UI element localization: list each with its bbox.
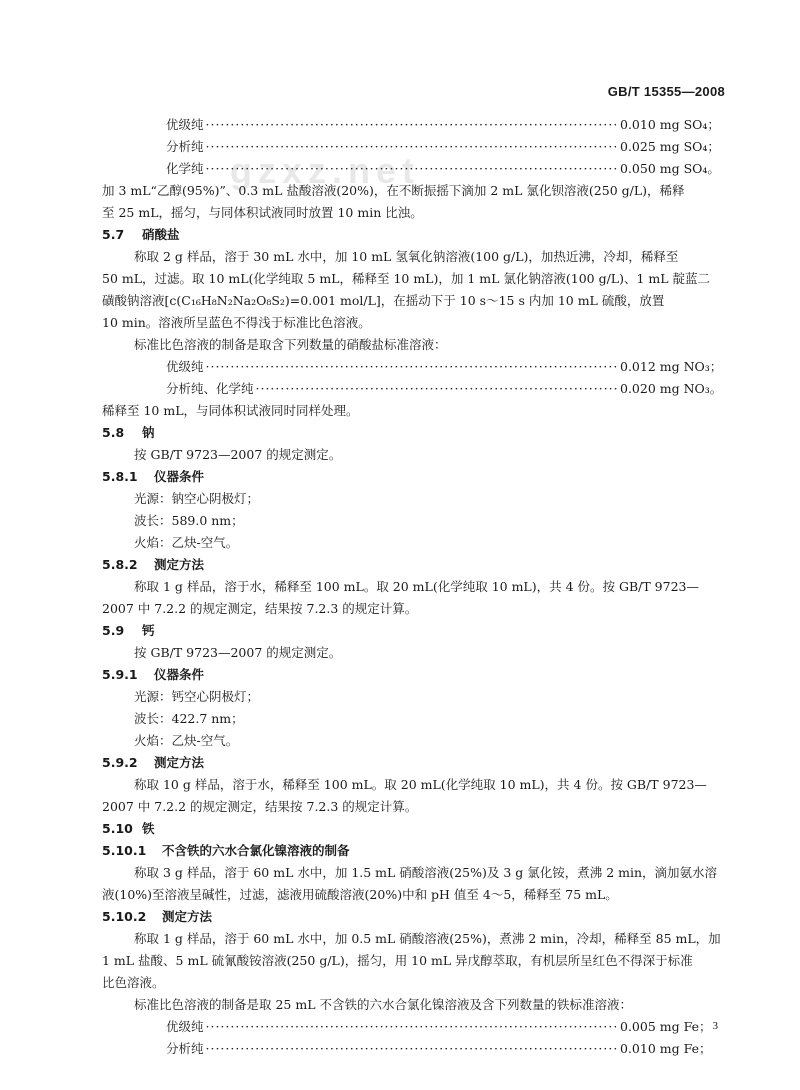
section-heading: 5.8 钠 (102, 425, 155, 440)
paragraph-line: 磺酸钠溶液[c(C₁₆H₈N₂Na₂O₈S₂)=0.001 mol/L]，在摇动下于 10 s～15 s 内加 10 mL 硫酸，放置 (102, 293, 665, 308)
condition-line: 火焰：乙炔-空气。 (134, 733, 239, 748)
paragraph-line: 1 mL 盐酸、5 mL 硫氰酸铵溶液(250 g/L)，摇匀，用 10 mL 异戊醇萃取，有机层所呈红色不得深于标准 (102, 953, 693, 968)
paragraph-line: 称取 1 g 样品，溶于水，稀释至 100 mL。取 20 mL(化学纯取 10 mL)，共 4 份。按 GB/T 9723— (134, 579, 699, 594)
paragraph-line: 液(10%)至溶液呈碱性，过滤，滤液用硫酸溶液(20%)中和 pH 值至 4～5，稀释至 75 mL。 (102, 887, 618, 902)
condition-line: 火焰：乙炔-空气。 (134, 535, 239, 550)
subsection-heading: 5.9.2 测定方法 (102, 755, 205, 770)
grade-row: 分析纯、化学纯 ····· 0.020 mg NO₃。 (102, 378, 730, 400)
condition-line: 光源：钠空心阴极灯； (134, 491, 260, 506)
paragraph-line: 10 min。溶液所呈蓝色不得浅于标准比色溶液。 (102, 315, 371, 330)
paragraph-line: 称取 10 g 样品，溶于水，稀释至 100 mL。取 20 mL(化学纯取 10 mL)，共 4 份。按 GB/T 9723— (134, 777, 707, 792)
condition-line: 波长：422.7 nm； (134, 711, 244, 726)
paragraph-line: 称取 3 g 样品，溶于 60 mL 水中，加 1.5 mL 硝酸溶液(25%)及 3 g 氯化铵，煮沸 2 min，滴加氨水溶 (134, 865, 718, 880)
watermark: gzxz.net (230, 150, 421, 191)
paragraph-line: 标准比色溶液的制备是取含下列数量的硝酸盐标准溶液： (134, 337, 447, 352)
subsection-heading: 5.10.2 测定方法 (102, 909, 213, 924)
standard-code: GB/T 15355—2008 (607, 84, 725, 99)
grade-row: 分析纯 ····· 0.025 mg SO₄； (102, 136, 730, 158)
paragraph-line: 至 25 mL，摇匀，与同体积试液同时放置 10 min 比浊。 (102, 205, 423, 220)
subsection-heading: 5.8.1 仪器条件 (102, 469, 205, 484)
page-number: 3 (712, 1020, 718, 1032)
paragraph-line: 50 mL，过滤。取 10 mL(化学纯取 5 mL，稀释至 10 mL)，加 1 mL 氯化钠溶液(100 g/L)、1 mL 靛蓝二 (102, 271, 711, 286)
section-heading: 5.10 铁 (102, 821, 155, 836)
paragraph-line: 按 GB/T 9723—2007 的规定测定。 (134, 645, 342, 660)
section-heading: 5.9 钙 (102, 623, 155, 638)
grade-row: 优级纯 ····· 0.010 mg SO₄； (102, 114, 730, 136)
grade-row: 优级纯 ····· 0.012 mg NO₃； (102, 356, 730, 378)
subsection-heading: 5.8.2 测定方法 (102, 557, 205, 572)
condition-line: 光源：钙空心阴极灯； (134, 689, 260, 704)
paragraph-line: 比色溶液。 (102, 975, 165, 990)
paragraph-line: 称取 2 g 样品，溶于 30 mL 水中，加 10 mL 氢氧化钠溶液(100 g/L)，加热近沸，冷却，稀释至 (134, 249, 679, 264)
subsection-heading: 5.10.1 不含铁的六水合氯化镍溶液的制备 (102, 843, 350, 858)
subsection-heading: 5.9.1 仪器条件 (102, 667, 205, 682)
grade-row: 优级纯 ····· 0.005 mg Fe； (102, 1016, 730, 1038)
paragraph-line: 标准比色溶液的制备是取 25 mL 不含铁的六水合氯化镍溶液及含下列数量的铁标准溶液： (134, 997, 632, 1012)
paragraph-line: 按 GB/T 9723—2007 的规定测定。 (134, 447, 342, 462)
paragraph-line: 稀释至 10 mL，与同体积试液同时同样处理。 (102, 403, 359, 418)
paragraph-line: 2007 中 7.2.2 的规定测定，结果按 7.2.3 的规定计算。 (102, 601, 418, 616)
grade-row: 化学纯 ····· 0.050 mg SO₄。 (102, 158, 730, 180)
paragraph-line: 称取 1 g 样品，溶于 60 mL 水中，加 0.5 mL 硝酸溶液(25%)，煮沸 2 min，冷却，稀释至 85 mL，加 (134, 931, 721, 946)
section-heading: 5.7 硝酸盐 (102, 227, 180, 242)
document-body (102, 114, 730, 1060)
paragraph-line: 2007 中 7.2.2 的规定测定，结果按 7.2.3 的规定计算。 (102, 799, 418, 814)
paragraph-line: 加 3 mL“乙醇(95%)”、0.3 mL 盐酸溶液(20%)，在不断振摇下滴加 2 mL 氯化钡溶液(250 g/L)，稀释 (102, 183, 685, 198)
condition-line: 波长：589.0 nm； (134, 513, 244, 528)
grade-row: 分析纯 ····· 0.010 mg Fe； (102, 1038, 730, 1060)
